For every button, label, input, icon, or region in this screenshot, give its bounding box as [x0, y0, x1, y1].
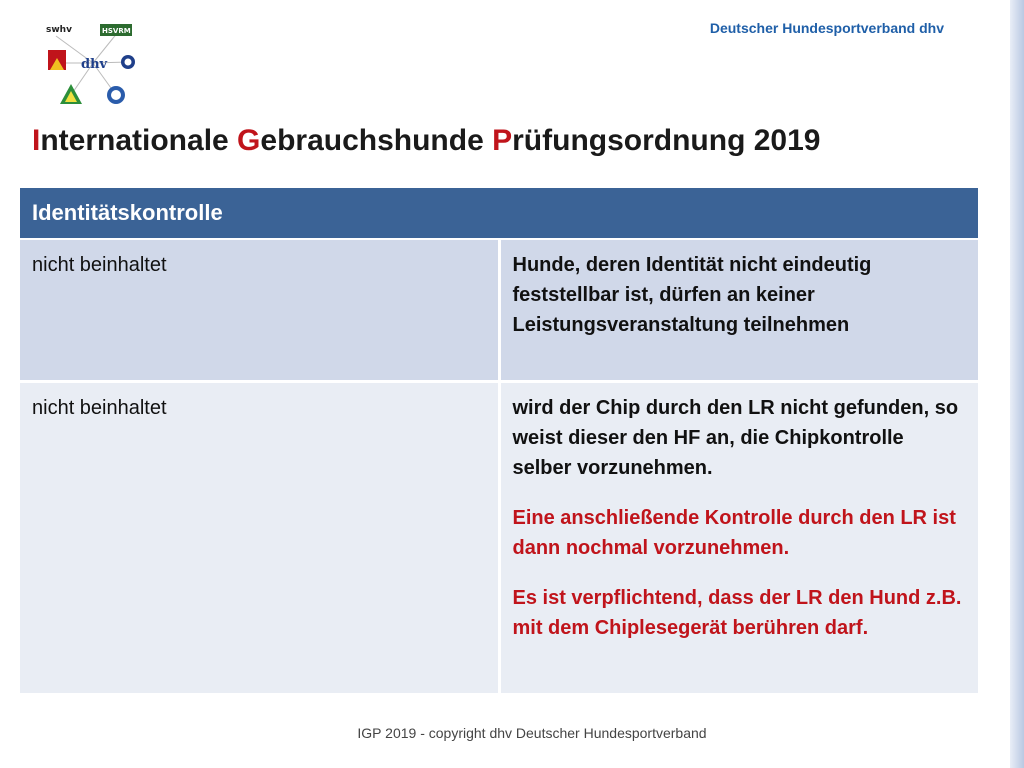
title-initial-i: I — [32, 124, 41, 157]
dhv-logo-icon — [38, 18, 148, 113]
new-rule-cell — [499, 382, 978, 694]
page-title — [32, 124, 820, 158]
title-word-internationale: nternationale — [40, 124, 238, 157]
rules-table — [20, 188, 978, 693]
old-rule-cell: nicht beinhaltet — [20, 382, 499, 694]
table-header: Identitätskontrolle — [20, 188, 978, 239]
rule-note-red: Eine anschließende Kontrolle durch den LR ist dann nochmal vorzunehmen. — [512, 507, 956, 559]
table-row — [20, 239, 978, 382]
hsvrm-logo-text: HSVRM — [102, 27, 131, 35]
dhv-center-logo-text: dhv — [81, 57, 108, 72]
rule-note-red: Es ist verpflichtend, dass der LR den Hund z.B. mit dem Chiplesegerät berühren darf. — [512, 587, 962, 639]
title-word-pruefungsordnung: rüfungsordnung 2019 — [512, 124, 821, 157]
rule-text: wird der Chip durch den LR nicht gefunden, so weist dieser den HF an, die Chipkontrolle selber vorzunehmen. — [512, 397, 959, 479]
new-rule-cell: Hunde, deren Identität nicht eindeutig feststellbar ist, dürfen an keiner Leistungsveranstaltung teilnehmen — [499, 239, 978, 382]
right-edge-bar — [1010, 0, 1024, 768]
swhv-logo-text: swhv — [46, 25, 72, 35]
logo-cluster — [38, 18, 148, 113]
title-initial-p: P — [492, 124, 513, 157]
title-word-gebrauchshunde: ebrauchshunde — [260, 124, 493, 157]
org-name: Deutscher Hundesportverband dhv — [709, 20, 944, 36]
old-rule-cell: nicht beinhaltet — [20, 239, 499, 382]
footer-copyright: IGP 2019 - copyright dhv Deutscher Hundesportverband — [357, 725, 707, 741]
title-initial-g: G — [237, 124, 261, 157]
table-row — [20, 382, 978, 694]
